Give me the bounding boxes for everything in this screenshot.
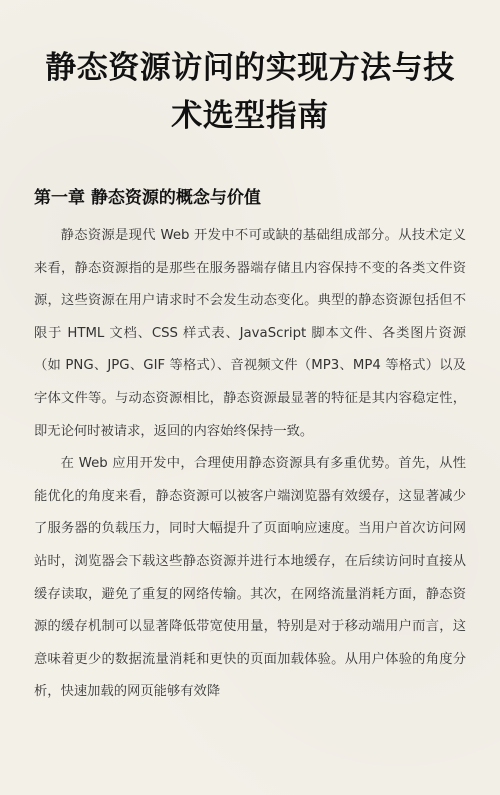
body-paragraph-1: 静态资源是现代 Web 开发中不可或缺的基础组成部分。从技术定义来看，静态资源指的是那些在服务器端存储且内容保持不变的各类文件资源，这些资源在用户请求时不会发生动态变化。典型的静态资源包括但不限于 HTML 文档、CSS 样式表、JavaScript 脚本文件、各类图片资源（如 PNG、JPG、GIF 等格式）、音视频文件（MP3、MP4 等格式）以及字体文件等。与动态资源相比，静态资源最显著的特征是其内容稳定性，即无论何时被请求，返回的内容始终保持一致。	[34, 228, 466, 439]
chapter-heading: 第一章 静态资源的概念与价值	[34, 188, 261, 208]
document-title: 静态资源访问的实现方法与技术选型指南	[45, 50, 455, 134]
body-paragraph-2: 在 Web 应用开发中，合理使用静态资源具有多重优势。首先，从性能优化的角度来看，静态资源可以被客户端浏览器有效缓存，这显著减少了服务器的负载压力，同时大幅提升了页面响应速度。当用户首次访问网站时，浏览器会下载这些静态资源并进行本地缓存，在后续访问时直接从缓存读取，避免了重复的网络传输。其次，在网络流量消耗方面，静态资源的缓存机制可以显著降低带宽使用量，特别是对于移动端用户而言，这意味着更少的数据流量消耗和更快的页面加载体验。从用户体验的角度分析，快速加载的网页能够有效降	[34, 456, 466, 700]
